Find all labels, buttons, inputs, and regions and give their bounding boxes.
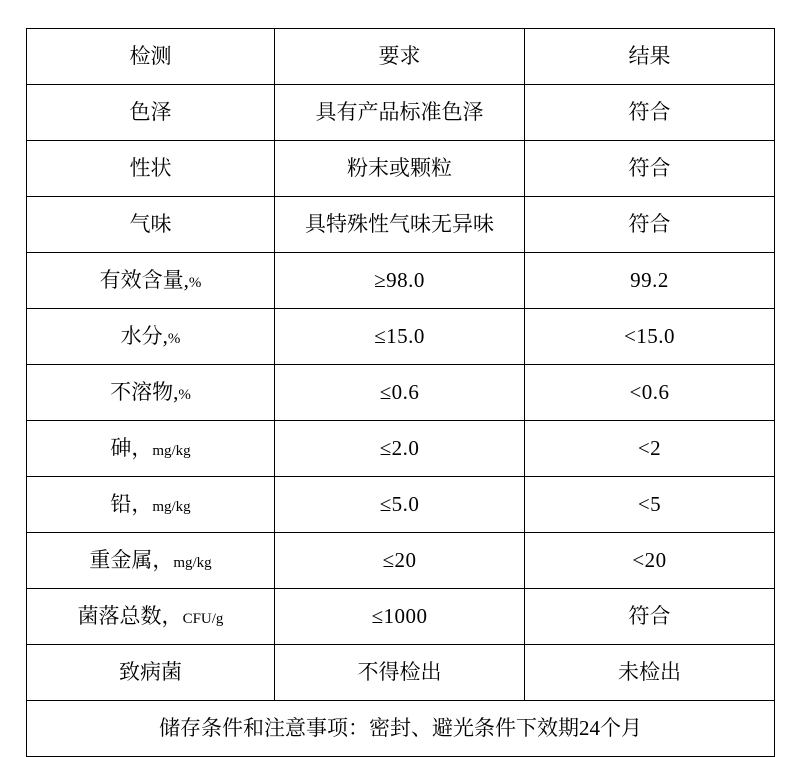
cell-result: 符合 <box>525 589 775 645</box>
cell-result: <15.0 <box>525 309 775 365</box>
cell-item: 铅，mg/kg <box>27 477 275 533</box>
table-row <box>27 197 775 253</box>
cell-requirement: ≤2.0 <box>275 421 525 477</box>
cell-result: 符合 <box>525 197 775 253</box>
cell-item-unit: mg/kg <box>152 442 191 459</box>
cell-item-unit: mg/kg <box>152 498 191 515</box>
cell-item: 不溶物,% <box>27 365 275 421</box>
cell-result: 未检出 <box>525 645 775 701</box>
table-row <box>27 365 775 421</box>
table-row <box>27 645 775 701</box>
cell-requirement: ≤5.0 <box>275 477 525 533</box>
cell-requirement: ≤15.0 <box>275 309 525 365</box>
cell-result: <20 <box>525 533 775 589</box>
cell-item: 水分,% <box>27 309 275 365</box>
cell-requirement: 具有产品标准色泽 <box>275 85 525 141</box>
table-row <box>27 141 775 197</box>
specification-table <box>26 28 775 757</box>
table-row <box>27 85 775 141</box>
table-row <box>27 589 775 645</box>
table-row <box>27 421 775 477</box>
column-header-item: 检测 <box>27 29 275 85</box>
cell-requirement: 具特殊性气味无异味 <box>275 197 525 253</box>
cell-item: 致病菌 <box>27 645 275 701</box>
cell-item: 性状 <box>27 141 275 197</box>
cell-item-unit: % <box>167 330 181 347</box>
table-row <box>27 309 775 365</box>
cell-requirement: 粉末或颗粒 <box>275 141 525 197</box>
cell-requirement: ≥98.0 <box>275 253 525 309</box>
cell-result: <5 <box>525 477 775 533</box>
cell-item: 有效含量,% <box>27 253 275 309</box>
cell-item: 菌落总数，CFU/g <box>27 589 275 645</box>
cell-requirement: 不得检出 <box>275 645 525 701</box>
table-footnote-row <box>27 701 775 757</box>
column-header-requirement: 要求 <box>275 29 525 85</box>
cell-result: 符合 <box>525 141 775 197</box>
cell-item: 色泽 <box>27 85 275 141</box>
storage-note: 储存条件和注意事项：密封、避光条件下效期24个月 <box>27 701 775 757</box>
cell-item: 气味 <box>27 197 275 253</box>
cell-requirement: ≤0.6 <box>275 365 525 421</box>
cell-item-unit: CFU/g <box>182 610 224 627</box>
cell-item-unit: % <box>178 386 191 403</box>
cell-result: 99.2 <box>525 253 775 309</box>
table-row <box>27 533 775 589</box>
table-row <box>27 477 775 533</box>
cell-result: <2 <box>525 421 775 477</box>
cell-item: 重金属，mg/kg <box>27 533 275 589</box>
cell-item-unit: % <box>188 274 202 291</box>
table-header-row <box>27 29 775 85</box>
cell-requirement: ≤1000 <box>275 589 525 645</box>
cell-result: <0.6 <box>525 365 775 421</box>
table-row <box>27 253 775 309</box>
cell-item: 砷，mg/kg <box>27 421 275 477</box>
cell-requirement: ≤20 <box>275 533 525 589</box>
cell-item-unit: mg/kg <box>173 554 212 571</box>
cell-result: 符合 <box>525 85 775 141</box>
column-header-result: 结果 <box>525 29 775 85</box>
